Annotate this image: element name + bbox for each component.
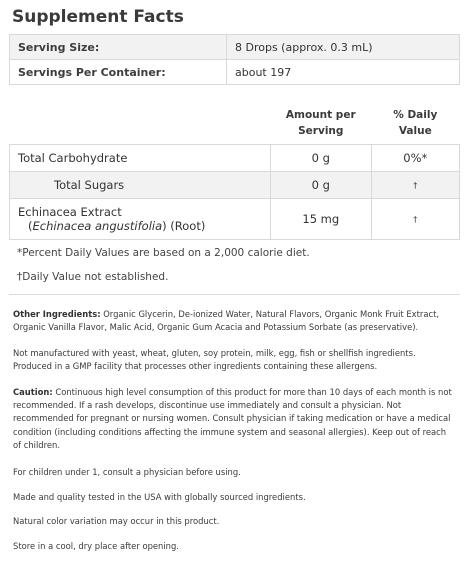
other-ingredients-label: Other Ingredients: [13, 309, 101, 319]
nutrient-row-echinacea-extract [10, 199, 460, 240]
caution-text: Continuous high level consumption of this product for more than 10 days of each month is not recommended. If a rash develops, discontinue use immediately and consult a physician. Not recommended for pregnant or nursing women. Consult physician if taking medication or have a medical condition (including conditions affecting the immune system and seasonal allergies). Keep out of reach of children. [13, 387, 452, 450]
daily-value-not-established-footnote: †Daily Value not established. [17, 271, 169, 283]
nutrient-source-close: ) (Root) [162, 219, 206, 233]
nutrient-amount: 0 g [270, 172, 371, 199]
page-title: Supplement Facts [12, 7, 184, 27]
servings-per-container-row [10, 60, 460, 85]
servings-per-container-label: Servings Per Container: [10, 60, 227, 85]
percent-daily-value-footnote: *Percent Daily Values are based on a 2,000 calorie diet. [17, 247, 310, 259]
other-ingredients-text: Organic Glycerin, De-ionized Water, Natural Flavors, Organic Monk Fruit Extract, Organic Vanilla Flavor, Malic Acid, Organic Gum Acacia and Potassium Sorbate (as preservative). [13, 309, 440, 333]
nutrient-name: Total Sugars [10, 172, 271, 199]
nutrient-source-open: ( [28, 219, 33, 233]
daily-value-header: % Daily Value [371, 102, 459, 145]
caution-statement [13, 386, 453, 452]
color-variation-note: Natural color variation may occur in this product. [13, 516, 220, 526]
children-statement: For children under 1, consult a physician before using. [13, 467, 241, 477]
amount-header-line2: Serving [298, 125, 344, 137]
nutrient-name: Echinacea Extract [18, 205, 122, 219]
nutrient-row-total-carbohydrate [10, 145, 460, 172]
nutrient-latin-name: Echinacea angustifolia [32, 219, 163, 233]
nutrient-daily-value: † [371, 199, 459, 240]
servings-per-container-value: about 197 [227, 60, 460, 85]
amount-header-line1: Amount per [285, 109, 356, 121]
nutrient-amount: 0 g [270, 145, 371, 172]
nutrient-amount: 15 mg [270, 199, 371, 240]
nutrient-source [18, 219, 262, 233]
nutrients-table [9, 102, 460, 240]
serving-size-label: Serving Size: [10, 35, 227, 60]
nutrient-row-total-sugars [10, 172, 460, 199]
caution-label: Caution: [13, 387, 53, 397]
allergen-statement: Not manufactured with yeast, wheat, gluten, soy protein, milk, egg, fish or shellfish ingredients. Produced in a GMP facility that processes other ingredients containing these allergens. [13, 348, 416, 372]
nutrient-name-header [10, 102, 271, 145]
nutrient-daily-value: † [371, 172, 459, 199]
nutrients-header-row [10, 102, 460, 145]
storage-instructions: Store in a cool, dry place after opening. [13, 541, 179, 551]
serving-size-row [10, 35, 460, 60]
nutrient-daily-value: 0%* [371, 145, 459, 172]
section-divider [9, 294, 460, 295]
serving-info-table [9, 34, 460, 85]
quality-statement: Made and quality tested in the USA with globally sourced ingredients. [13, 492, 306, 502]
nutrient-name-cell [10, 199, 271, 240]
nutrient-name: Total Carbohydrate [10, 145, 271, 172]
serving-size-value: 8 Drops (approx. 0.3 mL) [227, 35, 460, 60]
amount-header [270, 102, 371, 145]
other-ingredients [13, 308, 453, 334]
